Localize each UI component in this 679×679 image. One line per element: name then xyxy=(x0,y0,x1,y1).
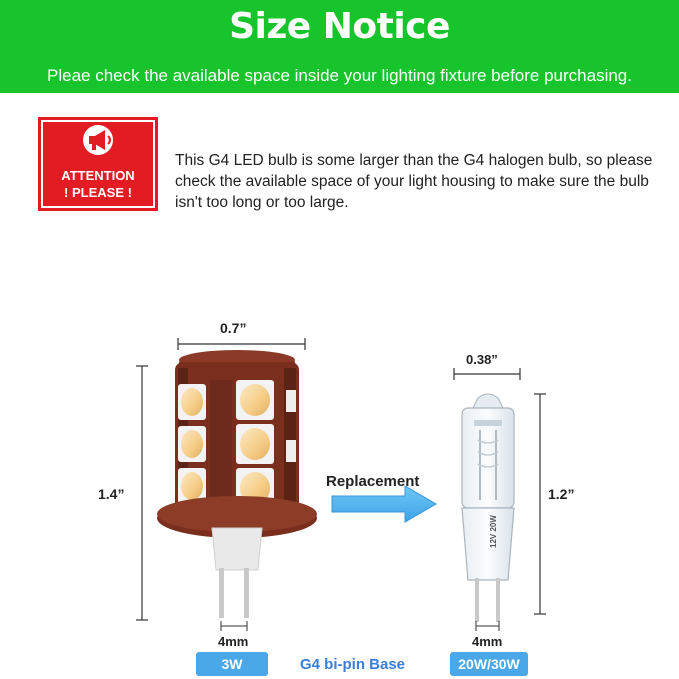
base-label: G4 bi-pin Base xyxy=(300,656,406,673)
replacement-label: Replacement xyxy=(326,473,420,490)
halogen-width-label: 0.38” xyxy=(466,352,498,367)
halogen-print: 12V 20W xyxy=(489,515,498,548)
led-pin-label: 4mm xyxy=(218,634,249,649)
halogen-bulb xyxy=(462,394,514,622)
halogen-width-dimension xyxy=(454,368,520,380)
banner-subtitle: Pleae check the available space inside your lighting fixture before purchasing. xyxy=(47,66,632,85)
halogen-height-label: 1.2” xyxy=(548,486,575,502)
attention-line2: ! PLEASE ! xyxy=(64,185,132,200)
led-height-label: 1.4” xyxy=(98,486,125,502)
halogen-pin-label: 4mm xyxy=(472,634,503,649)
banner-title: Size Notice xyxy=(229,6,450,47)
led-width-label: 0.7” xyxy=(220,320,247,336)
notice-text: This G4 LED bulb is some larger than the G4 halogen bulb, so please check the available space of your light housing to make sure the bulb isn't too long or too large. xyxy=(175,152,653,211)
replacement-arrow-icon xyxy=(332,486,436,522)
led-width-dimension xyxy=(178,338,305,350)
led-pin-dimension xyxy=(221,621,247,631)
halogen-wattage-badge: 20W/30W xyxy=(450,652,528,676)
halogen-height-dimension xyxy=(534,394,546,614)
led-bulb xyxy=(157,350,317,618)
attention-line1: ATTENTION xyxy=(61,168,135,183)
led-height-dimension xyxy=(136,366,148,620)
led-wattage-badge: 3W xyxy=(196,652,268,676)
halogen-pin-dimension xyxy=(476,621,499,631)
